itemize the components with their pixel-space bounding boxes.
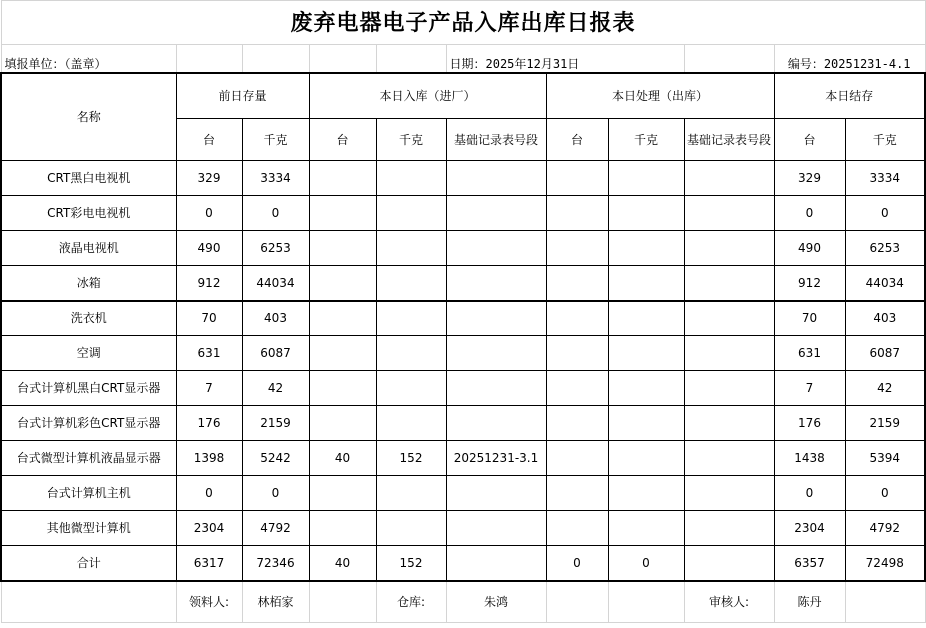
cell-out-record — [684, 301, 774, 336]
cell-out-count — [546, 301, 608, 336]
header-prev-stock: 前日存量 — [176, 73, 309, 119]
cell-out-record — [684, 336, 774, 371]
cell-in-record — [446, 231, 546, 266]
table-row — [1, 266, 925, 301]
cell-prev-kg: 6253 — [242, 231, 309, 266]
table-row — [1, 406, 925, 441]
total-end-kg: 72498 — [845, 546, 925, 581]
cell-end-kg: 44034 — [845, 266, 925, 301]
cell-end-count: 7 — [774, 371, 845, 406]
header-out-record: 基础记录表号段 — [684, 119, 774, 161]
title-row — [1, 1, 925, 45]
total-prev-kg: 72346 — [242, 546, 309, 581]
header-in-kg: 千克 — [376, 119, 446, 161]
cell-end-kg: 403 — [845, 301, 925, 336]
cell-in-count — [309, 476, 376, 511]
cell-out-record — [684, 266, 774, 301]
cell-in-record — [446, 511, 546, 546]
row-name: 液晶电视机 — [1, 231, 176, 266]
reviewer-label: 审核人: — [684, 581, 774, 623]
cell-in-count — [309, 196, 376, 231]
row-name: 其他微型计算机 — [1, 511, 176, 546]
cell-prev-kg: 44034 — [242, 266, 309, 301]
cell-in-record: 20251231-3.1 — [446, 441, 546, 476]
cell-out-kg — [608, 266, 684, 301]
cell-in-kg — [376, 336, 446, 371]
cell-out-record — [684, 161, 774, 196]
cell-prev-kg: 42 — [242, 371, 309, 406]
info-row — [1, 45, 925, 73]
header-out-kg: 千克 — [608, 119, 684, 161]
cell-out-count — [546, 406, 608, 441]
cell-in-record — [446, 196, 546, 231]
cell-end-kg: 2159 — [845, 406, 925, 441]
cell-prev-kg: 0 — [242, 476, 309, 511]
cell-prev-count: 176 — [176, 406, 242, 441]
cell-out-kg — [608, 161, 684, 196]
cell-out-record — [684, 406, 774, 441]
cell-end-count: 329 — [774, 161, 845, 196]
header-end-stock: 本日结存 — [774, 73, 925, 119]
cell-prev-count: 631 — [176, 336, 242, 371]
cell-end-kg: 0 — [845, 476, 925, 511]
cell-out-kg — [608, 231, 684, 266]
row-name: 台式计算机黑白CRT显示器 — [1, 371, 176, 406]
cell-in-record — [446, 266, 546, 301]
cell-out-kg — [608, 196, 684, 231]
cell-prev-kg: 3334 — [242, 161, 309, 196]
cell-end-kg: 42 — [845, 371, 925, 406]
cell-in-count — [309, 161, 376, 196]
row-name: CRT黑白电视机 — [1, 161, 176, 196]
cell-out-record — [684, 511, 774, 546]
cell-in-kg — [376, 266, 446, 301]
cell-out-count — [546, 371, 608, 406]
cell-prev-kg: 6087 — [242, 336, 309, 371]
cell-in-record — [446, 301, 546, 336]
cell-in-kg — [376, 476, 446, 511]
row-name: 台式计算机主机 — [1, 476, 176, 511]
warehouse-label: 仓库: — [376, 581, 446, 623]
reviewer-name: 陈丹 — [774, 581, 845, 623]
cell-end-count: 912 — [774, 266, 845, 301]
total-out-record — [684, 546, 774, 581]
header-prev-kg: 千克 — [242, 119, 309, 161]
cell-end-kg: 6087 — [845, 336, 925, 371]
cell-prev-kg: 5242 — [242, 441, 309, 476]
cell-in-count — [309, 511, 376, 546]
cell-out-count — [546, 266, 608, 301]
cell-out-record — [684, 371, 774, 406]
table-row — [1, 196, 925, 231]
total-in-count: 40 — [309, 546, 376, 581]
total-label: 合计 — [1, 546, 176, 581]
cell-end-kg: 0 — [845, 196, 925, 231]
receiver-name: 林栢家 — [242, 581, 309, 623]
table-row — [1, 231, 925, 266]
cell-end-kg: 4792 — [845, 511, 925, 546]
cell-end-count: 70 — [774, 301, 845, 336]
cell-prev-count: 912 — [176, 266, 242, 301]
cell-in-record — [446, 336, 546, 371]
cell-in-kg — [376, 301, 446, 336]
cell-out-kg — [608, 476, 684, 511]
row-name: 台式计算机彩色CRT显示器 — [1, 406, 176, 441]
header-end-kg: 千克 — [845, 119, 925, 161]
total-in-record — [446, 546, 546, 581]
cell-prev-count: 70 — [176, 301, 242, 336]
cell-out-kg — [608, 371, 684, 406]
unit-label: 填报单位：（盖章） — [1, 45, 176, 73]
cell-prev-count: 7 — [176, 371, 242, 406]
cell-out-record — [684, 476, 774, 511]
cell-end-count: 176 — [774, 406, 845, 441]
header-processed-today: 本日处理（出库） — [546, 73, 774, 119]
cell-out-kg — [608, 301, 684, 336]
report-title: 废弃电器电子产品入库出库日报表 — [1, 1, 925, 45]
cell-in-count — [309, 301, 376, 336]
cell-in-count: 40 — [309, 441, 376, 476]
total-row — [1, 546, 925, 581]
row-name: 冰箱 — [1, 266, 176, 301]
cell-end-count: 2304 — [774, 511, 845, 546]
cell-in-kg — [376, 371, 446, 406]
table-row — [1, 511, 925, 546]
cell-prev-kg: 0 — [242, 196, 309, 231]
cell-in-count — [309, 266, 376, 301]
total-in-kg: 152 — [376, 546, 446, 581]
cell-out-record — [684, 231, 774, 266]
cell-in-kg: 152 — [376, 441, 446, 476]
cell-in-count — [309, 336, 376, 371]
cell-out-record — [684, 441, 774, 476]
cell-in-record — [446, 476, 546, 511]
header-in-record: 基础记录表号段 — [446, 119, 546, 161]
header-row-1 — [1, 73, 925, 119]
cell-out-count — [546, 231, 608, 266]
header-in-today: 本日入库（进厂） — [309, 73, 546, 119]
cell-out-count — [546, 476, 608, 511]
header-name: 名称 — [1, 73, 176, 161]
cell-in-kg — [376, 196, 446, 231]
cell-out-count — [546, 441, 608, 476]
cell-out-kg — [608, 441, 684, 476]
cell-prev-count: 1398 — [176, 441, 242, 476]
cell-in-record — [446, 371, 546, 406]
row-name: 台式微型计算机液晶显示器 — [1, 441, 176, 476]
cell-out-kg — [608, 336, 684, 371]
cell-prev-kg: 2159 — [242, 406, 309, 441]
cell-end-count: 0 — [774, 476, 845, 511]
cell-out-count — [546, 161, 608, 196]
header-prev-count: 台 — [176, 119, 242, 161]
cell-prev-count: 2304 — [176, 511, 242, 546]
cell-in-count — [309, 231, 376, 266]
receiver-label: 领料人: — [176, 581, 242, 623]
cell-in-kg — [376, 406, 446, 441]
table-row — [1, 476, 925, 511]
row-name: CRT彩电电视机 — [1, 196, 176, 231]
cell-out-kg — [608, 511, 684, 546]
signature-row — [1, 581, 925, 623]
cell-end-kg: 3334 — [845, 161, 925, 196]
table-row — [1, 301, 925, 336]
cell-in-record — [446, 406, 546, 441]
header-end-count: 台 — [774, 119, 845, 161]
total-out-kg: 0 — [608, 546, 684, 581]
cell-in-record — [446, 161, 546, 196]
cell-in-count — [309, 406, 376, 441]
cell-prev-count: 490 — [176, 231, 242, 266]
cell-in-kg — [376, 511, 446, 546]
cell-out-count — [546, 336, 608, 371]
table-row — [1, 161, 925, 196]
cell-end-count: 0 — [774, 196, 845, 231]
table-row — [1, 371, 925, 406]
cell-prev-kg: 403 — [242, 301, 309, 336]
total-out-count: 0 — [546, 546, 608, 581]
warehouse-name: 朱鸿 — [446, 581, 546, 623]
cell-end-count: 631 — [774, 336, 845, 371]
number-label: 编号：20251231-4.1 — [774, 45, 925, 73]
cell-end-count: 1438 — [774, 441, 845, 476]
row-name: 空调 — [1, 336, 176, 371]
cell-out-kg — [608, 406, 684, 441]
cell-out-count — [546, 196, 608, 231]
total-prev-count: 6317 — [176, 546, 242, 581]
header-out-count: 台 — [546, 119, 608, 161]
total-end-count: 6357 — [774, 546, 845, 581]
date-label: 日期：2025年12月31日 — [446, 45, 684, 73]
cell-out-count — [546, 511, 608, 546]
cell-end-kg: 6253 — [845, 231, 925, 266]
cell-in-kg — [376, 231, 446, 266]
cell-in-count — [309, 371, 376, 406]
row-name: 洗衣机 — [1, 301, 176, 336]
cell-prev-count: 0 — [176, 196, 242, 231]
table-row — [1, 336, 925, 371]
cell-end-kg: 5394 — [845, 441, 925, 476]
table-row — [1, 441, 925, 476]
cell-in-kg — [376, 161, 446, 196]
cell-prev-kg: 4792 — [242, 511, 309, 546]
cell-prev-count: 329 — [176, 161, 242, 196]
header-in-count: 台 — [309, 119, 376, 161]
cell-out-record — [684, 196, 774, 231]
cell-prev-count: 0 — [176, 476, 242, 511]
cell-end-count: 490 — [774, 231, 845, 266]
